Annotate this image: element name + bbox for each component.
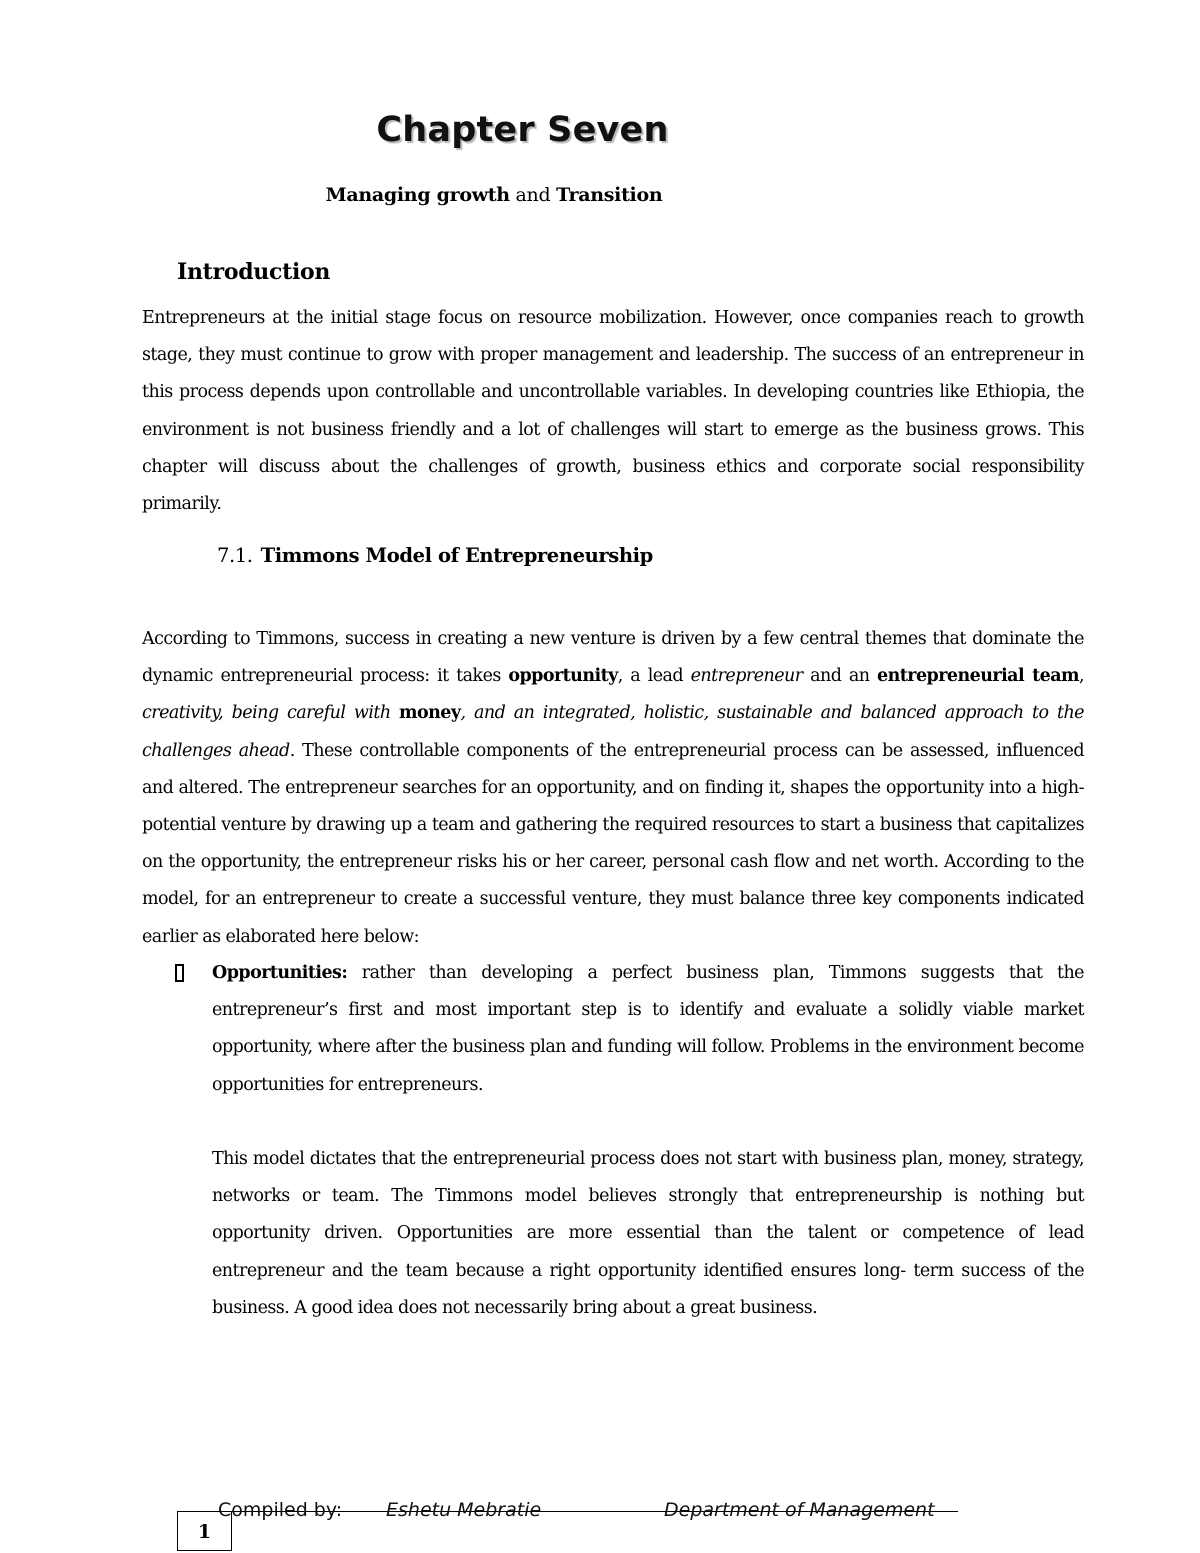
p1-integrated-approach: , and an integrated, holistic, sustainable and balanced approach to the challenges ahead: [142, 703, 1084, 761]
p1-entrepreneurial-team: entrepreneurial team: [877, 666, 1079, 687]
p1-text-e: and an: [802, 666, 877, 687]
timmons-paragraph: [142, 621, 1084, 956]
bullet-opportunities: [212, 955, 1084, 1104]
subtitle-part-2: and: [509, 184, 557, 206]
p1-entrepreneur: entrepreneur: [690, 666, 803, 687]
section-heading: [217, 544, 653, 567]
section-title: Timmons Model of Entrepreneurship: [260, 544, 653, 567]
p1-text-c: , a lead: [617, 666, 691, 687]
p1-money: money: [399, 703, 461, 724]
p1-creativity: creativity, being careful with: [142, 703, 400, 724]
p1-opportunity: opportunity: [508, 666, 618, 687]
bullet-label: Opportunities:: [212, 963, 348, 983]
model-dictates-paragraph: This model dictates that the entrepreneurial process does not start with business plan, money, strategy, networks or team. The Timmons model believes strongly that entrepreneurship is nothing but opportunity driven. Opportunities are more essential than the talent or competence of lead entrepreneur and the team because a right opportunity identified ensures long- term success of the business. A good idea does not necessarily bring about a great business.: [212, 1149, 1084, 1318]
subtitle-part-3: Transition: [556, 184, 663, 206]
bullet-text: rather than developing a perfect business plan, Timmons suggests that the entrepreneur’s first and most important step is to identify and evaluate a solidly viable market opportunity, where after the business plan and funding will follow. Problems in the environment become opportunities for entrepreneurs.: [212, 963, 1084, 1095]
bullet-box-icon: [175, 964, 184, 982]
introduction-paragraph: Entrepreneurs at the initial stage focus on resource mobilization. However, once companies reach to growth stage, they must continue to grow with proper management and leadership. The success of an entrepreneur in this process depends upon controllable and uncontrollable variables. In developing countries like Ethiopia, the environment is not business friendly and a lot of challenges will start to emerge as the business grows. This chapter will discuss about the challenges of growth, business ethics and corporate social responsibility primarily.: [142, 308, 1084, 515]
subtitle-part-1: Managing growth: [325, 184, 510, 206]
p1-text-a: According to Timmons, success in creating a new venture is driven by a few central themes that dominate the dynamic entrepreneurial process: it takes: [142, 629, 1084, 687]
p1-text-k: . These controllable components of the entrepreneurial process can be assessed, influenced and altered. The entrepreneur searches for an opportunity, and on finding it, shapes the opportunity into a high-potential venture by drawing up a team and gathering the required resources to start a business that capitalizes on the opportunity, the entrepreneur risks his or her career, personal cash flow and net worth. According to the model, for an entrepreneur to create a successful venture, they must balance three key components indicated earlier as elaborated here below:: [142, 740, 1084, 947]
page-number: 1: [177, 1511, 232, 1551]
footer-author: Eshetu Mebratie: [386, 1499, 542, 1521]
footer-department: Department of Management: [664, 1499, 935, 1521]
section-number: 7.1.: [217, 544, 253, 567]
p1-text-g: ,: [1079, 666, 1085, 687]
chapter-title: Chapter Seven: [376, 110, 669, 150]
chapter-subtitle: [0, 184, 988, 206]
introduction-heading: Introduction: [177, 259, 331, 285]
footer-compiled-label: Compiled by:: [218, 1499, 343, 1521]
